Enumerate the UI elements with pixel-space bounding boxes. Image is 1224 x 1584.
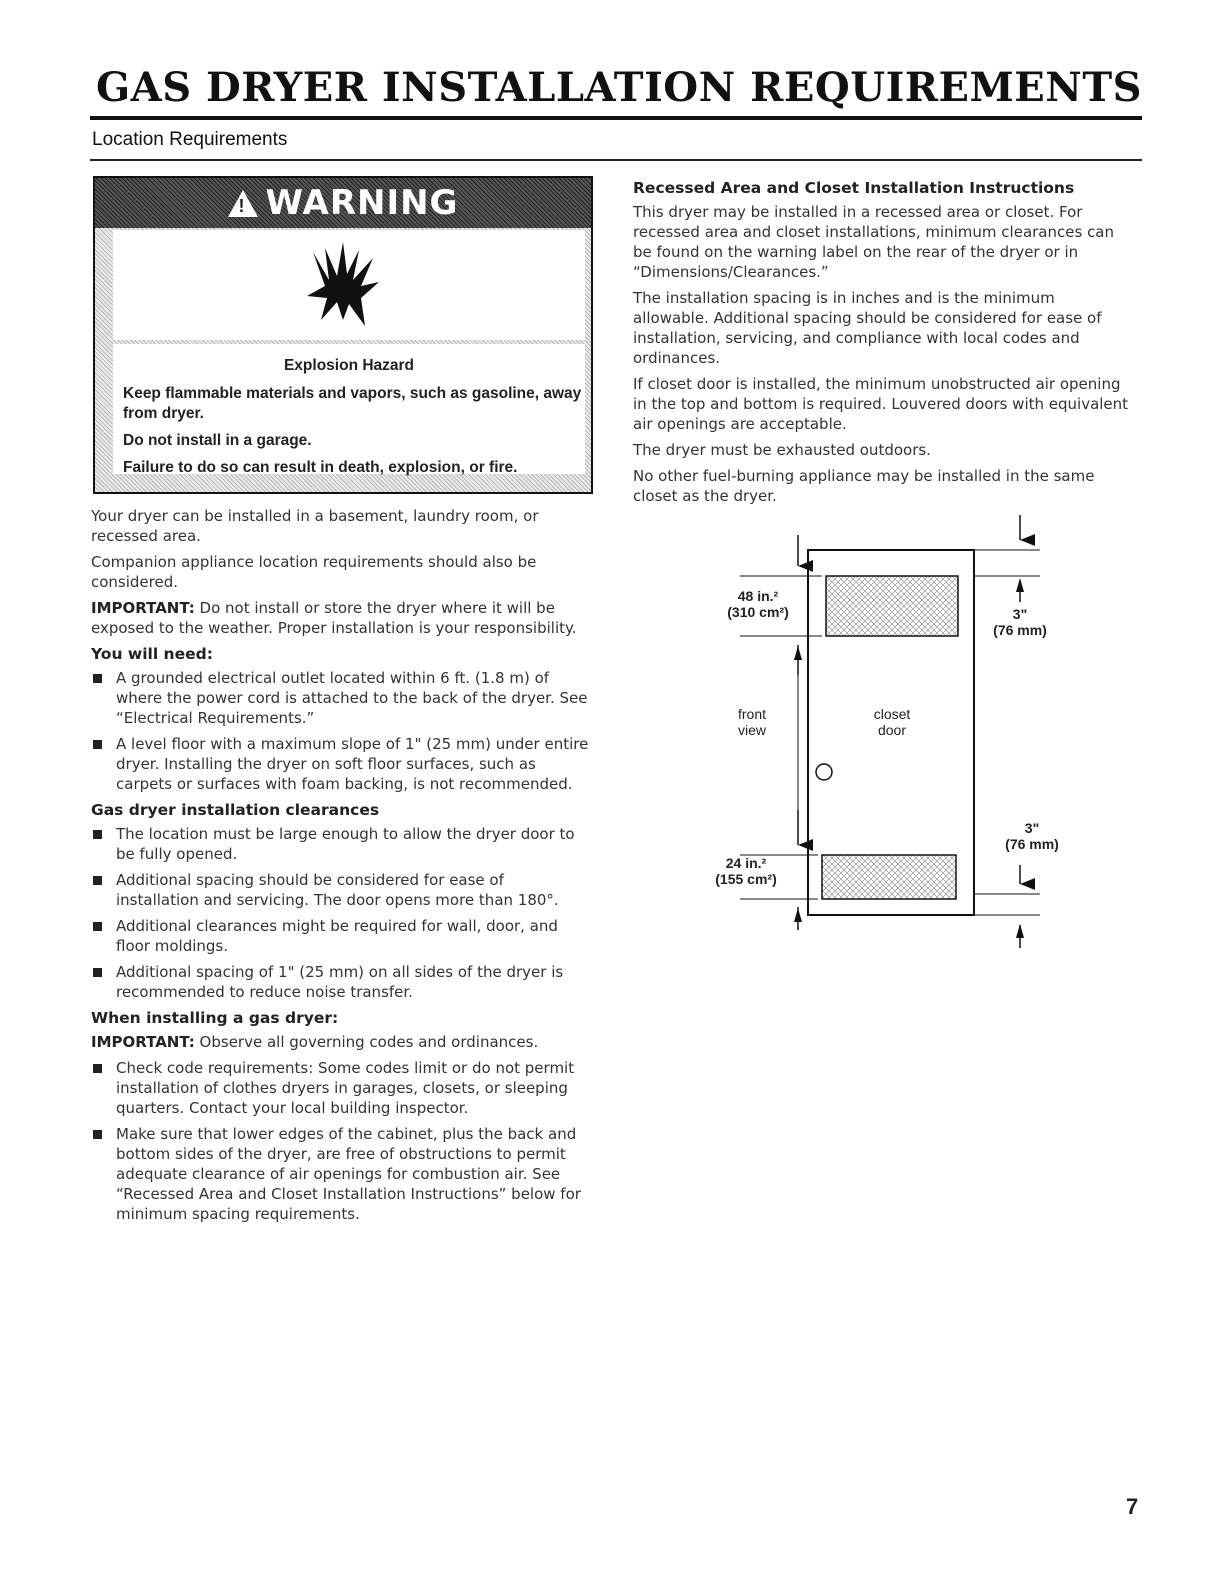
warning-line: Failure to do so can result in death, explosion, or fire. — [123, 459, 518, 476]
bottom-gap-value: 3" — [1024, 820, 1040, 836]
list-item: A level floor with a maximum slope of 1" (25 mm) under entire dryer. Installing the dryer on soft floor surfaces, such as carpets or surfaces with foam backing, is not recommended. — [91, 734, 591, 794]
important-note — [91, 1032, 591, 1052]
bottom-vent-area-label — [706, 855, 786, 887]
important-label: IMPORTANT: — [91, 1033, 195, 1051]
warning-text — [113, 344, 585, 474]
top-vent — [826, 576, 958, 636]
front-view-label: front view — [737, 706, 766, 738]
important-text: Observe all governing codes and ordinances. — [194, 1033, 539, 1051]
list-item: Additional spacing should be considered for ease of installation and servicing. The door opens more than 180°. — [91, 870, 591, 910]
when-installing-heading: When installing a gas dryer: — [91, 1009, 339, 1027]
paragraph: This dryer may be installed in a recessed area or closet. For recessed area and closet installations, minimum clearances can be found on the warning label on the rear of the dryer or in “Dimensions/Clearances.” — [633, 203, 1115, 281]
when-installing-list — [91, 1058, 591, 1224]
section-title: Location Requirements — [92, 129, 288, 150]
important-note — [91, 598, 591, 638]
recessed-heading: Recessed Area and Closet Installation Instructions — [633, 179, 1075, 197]
warning-symbol-area — [113, 230, 585, 340]
important-text: Do not install or store the dryer where it will be exposed to the weather. Proper installation is your responsibility. — [91, 599, 577, 637]
list-item: A grounded electrical outlet located within 6 ft. (1.8 m) of where the power cord is attached to the back of the dryer. See “Electrical Requirements.” — [91, 668, 591, 728]
top-vent-area-label — [718, 588, 798, 620]
top-area-metric: (310 cm²) — [727, 604, 789, 620]
warning-header — [95, 178, 591, 228]
bottom-gap-metric: (76 mm) — [1005, 836, 1059, 852]
top-gap-value: 3" — [1012, 606, 1028, 622]
door-knob — [816, 764, 832, 780]
paragraph: The dryer must be exhausted outdoors. — [633, 441, 931, 459]
bottom-area-metric: (155 cm²) — [715, 871, 777, 887]
important-label: IMPORTANT: — [91, 599, 195, 617]
top-area-value: 48 in.² — [737, 588, 779, 604]
warning-title: WARNING — [265, 183, 459, 223]
warning-line: Keep flammable materials and vapors, such as gasoline, away from dryer. — [123, 385, 582, 422]
need-heading: You will need: — [91, 645, 213, 663]
intro-paragraph: Companion appliance location requirements should also be considered. — [91, 553, 537, 591]
clearances-list — [91, 824, 591, 1002]
paragraph: No other fuel-burning appliance may be installed in the same closet as the dryer. — [633, 467, 1095, 505]
paragraph: If closet door is installed, the minimum unobstructed air opening in the top and bottom is required. Louvered doors with equivalent air openings are acceptable. — [633, 375, 1129, 433]
closet-diagram — [700, 510, 1080, 965]
title-rule — [90, 116, 1142, 120]
list-item: Additional spacing of 1" (25 mm) on all sides of the dryer is recommended to reduce noise transfer. — [91, 962, 591, 1002]
warning-triangle-icon: ! — [228, 190, 258, 217]
list-item: Additional clearances might be required for wall, door, and floor moldings. — [91, 916, 591, 956]
list-item: The location must be large enough to allow the dryer door to be fully opened. — [91, 824, 591, 864]
hazard-title: Explosion Hazard — [283, 357, 415, 374]
list-item: Check code requirements: Some codes limit or do not permit installation of clothes dryers in garages, closets, or sleeping quarters. Contact your local building inspector. — [91, 1058, 591, 1118]
top-gap-label — [984, 606, 1056, 638]
paragraph: The installation spacing is in inches and is the minimum allowable. Additional spacing should be considered for ease of installation, servicing, and compliance with local codes and ordinances. — [633, 289, 1102, 367]
clearances-heading: Gas dryer installation clearances — [91, 801, 380, 819]
section-rule — [90, 159, 1142, 161]
bottom-area-value: 24 in.² — [725, 855, 767, 871]
right-column — [633, 178, 1133, 512]
warning-line: Do not install in a garage. — [123, 432, 312, 449]
warning-box — [93, 176, 593, 494]
left-column — [91, 506, 591, 1230]
top-gap-metric: (76 mm) — [993, 622, 1047, 638]
need-list — [91, 668, 591, 794]
list-item: Make sure that lower edges of the cabinet, plus the back and bottom sides of the dryer, are free of obstructions to permit adequate clearance of air openings for combustion air. See “Recessed Area and Closet Installation Instructions” below for minimum spacing requirements. — [91, 1124, 591, 1224]
explosion-icon — [303, 240, 383, 330]
page-number: 7 — [1126, 1494, 1139, 1519]
intro-paragraph: Your dryer can be installed in a basement, laundry room, or recessed area. — [91, 507, 539, 545]
bottom-vent — [822, 855, 956, 899]
page-title: GAS DRYER INSTALLATION REQUIREMENTS — [96, 64, 1142, 111]
closet-door-label: closet door — [873, 706, 911, 738]
bottom-gap-label — [996, 820, 1068, 852]
